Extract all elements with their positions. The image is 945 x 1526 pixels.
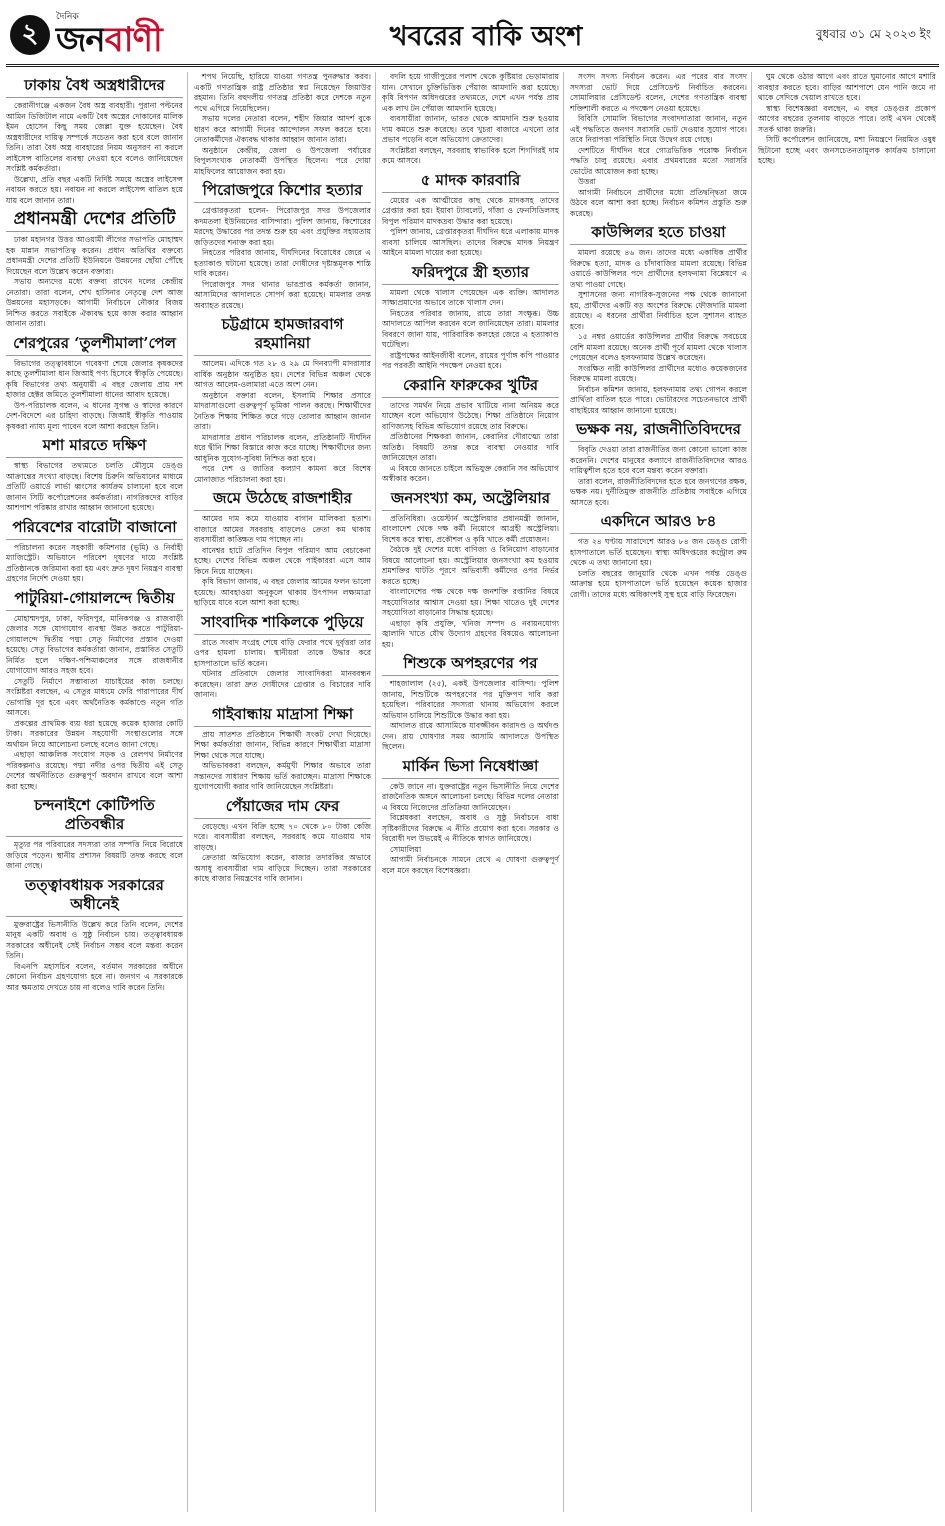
article-paragraph: অনুষ্ঠানে বক্তারা বলেন, ইসলামি শিক্ষার প্রসারে মাদরাসাগুলো গুরুত্বপূর্ণ ভূমিকা পালন করছে। শিক্ষার্থীদের নৈতিক শিক্ষায় শিক্ষিত করে গড়ে তোলার আহ্বান জানান তারা। (194, 390, 371, 431)
article-paragraph: মুক্তরাষ্ট্রের ভিসানীতি উল্লেখ করে তিনি বলেন, দেশের মানুষ একটি অবাধ ও সুষ্ঠু নির্বাচন চায়। তত্ত্বাবধায়ক সরকারের অধীনেই সেই নির্বাচন সম্ভব বলে মন্তব্য করেন তিনি। (6, 919, 183, 960)
news-article (194, 315, 371, 485)
article-paragraph: মৃত্যুর পর পরিবারের সদস্যরা তার সম্পত্তি নিয়ে বিরোধে জড়িয়ে পড়েন। স্থানীয় প্রশাসন বিষয়টি তদন্ত করছে বলে জানা গেছে। (6, 840, 183, 870)
article-headline: প্রধানমন্ত্রী দেশের প্রতিটি (6, 210, 183, 232)
article-paragraph: বিবিসি সোমালি বিভাগের সংবাদদাতারা জানান, নতুন এই পদ্ধতিতে জনগণ সরাসরি ভোট দেওয়ার সুযোগ পাবে। তবে নিরাপত্তা পরিস্থিতি নিয়ে উদ্বেগ রয়ে গেছে। (570, 114, 747, 144)
news-article (6, 518, 183, 585)
article-paragraph: ঘুম থেকে ওঠার আগে এবং রাতে ঘুমানোর আগে মশারি ব্যবহার করতে হবে। বাড়ির আশপাশে যেন পানি জমে না থাকে সেদিকে খেয়াল রাখতে হবে। (758, 72, 936, 102)
article-paragraph: স্বাস্থ্য বিশেষজ্ঞরা বলছেন, এ বছর ডেঙ্গুর প্রকোপ আগের বছরের তুলনায় বাড়তে পারে। তাই এখন থেকেই সতর্ক থাকা জরুরি। (758, 103, 936, 134)
news-article (194, 797, 371, 885)
article-headline: চন্দনাইশে কোটিপতি প্রতিবন্ধীর (6, 796, 183, 837)
article-paragraph: প্রতিষ্ঠানের শিক্ষকরা জানান, কেরানির দৌরাত্ম্যে তারা অতিষ্ঠ। বিষয়টি তদন্ত করে ব্যবস্থা নেওয়ার দাবি জানিয়েছেন তারা। (382, 432, 559, 462)
article-paragraph: সভায় দলের নেতারা বলেন, শহীদ জিয়ার আদর্শ বুকে ধারণ করে আগামী দিনের আন্দোলন সফল করতে হবে। নেতাকর্মীদের ঐক্যবদ্ধ থাকার আহ্বান জানান তারা। (194, 114, 371, 144)
news-article (382, 757, 559, 877)
article-paragraph: ঢাকা মহানগর উত্তর আওয়ামী লীগের সভাপতি মোহাম্মদ হক মান্নান সভাপতিত্ব করেন। প্রধান অতিথির বক্তব্যে প্রধানমন্ত্রী দেশের প্রতিটি ইউনিয়নে উন্নয়নের ছোঁয়া পৌঁছে দিয়েছেন বলে উল্লেখ করেন বক্তারা। (6, 235, 183, 276)
article-headline: পিরোজপুরে কিশোর হত্যার (194, 181, 371, 203)
article-paragraph: সংশ্লিষ্টরা বলছেন, সরবরাহ স্বাভাবিক হলে শিগগিরই দাম কমে আসবে। (382, 145, 559, 165)
news-article (570, 223, 747, 416)
news-article (382, 489, 559, 651)
article-paragraph: প্রকল্পের প্রাথমিক ব্যয় ধরা হয়েছে কয়েক হাজার কোটি টাকা। সরকারের উন্নয়ন সহযোগী সংস্থাগুলোর সঙ্গে অর্থায়ন নিয়ে আলোচনা চলছে বলেও জানা গেছে। (6, 718, 183, 749)
article-paragraph: তারা বলেন, রাজনীতিবিদদের হতে হবে জনগণের রক্ষক, ভক্ষক নয়। দুর্নীতিমুক্ত রাজনীতি প্রতিষ্ঠায় সবাইকে এগিয়ে আসতে হবে। (570, 476, 747, 507)
article-paragraph: ব্যবসায়ীরা জানান, ভারত থেকে আমদানি শুরু হওয়ায় দাম কমতে শুরু করেছে। তবে খুচরা বাজারে এখনো তার প্রভাব পড়েনি বলে অভিযোগ ক্রেতাদের। (382, 114, 559, 144)
news-column (194, 72, 376, 1512)
article-headline: মশা মারতে দক্ষিণ (6, 436, 183, 458)
article-paragraph: আদালত রায়ে আসামিকে যাবজ্জীবন কারাদণ্ড ও অর্থদণ্ড দেন। রায় ঘোষণার সময় আসামি আদালতে উপস্থিত ছিলেন। (382, 721, 559, 751)
article-paragraph: অনুষ্ঠানে কেন্দ্রীয়, জেলা ও উপজেলা পর্যায়ের বিপুলসংখ্যক নেতাকর্মী উপস্থিত ছিলেন। পরে দোয়া মাহফিলের আয়োজন করা হয়। (194, 145, 371, 176)
article-paragraph: চলতি বছরের জানুয়ারি থেকে এখন পর্যন্ত ডেঙ্গু আক্রান্ত হয়ে হাসপাতালে ভর্তি হয়েছেন কয়েক হাজার রোগী। তাদের মধ্যে অধিকাংশই সুস্থ হয়ে বাড়ি ফিরেছেন। (570, 568, 747, 599)
news-article (6, 589, 183, 793)
news-column (758, 72, 940, 1512)
news-article (194, 489, 371, 609)
article-headline: মার্কিন ভিসা নিষেধাজ্ঞা (382, 757, 559, 779)
article-headline: শেরপুরের ‘তুলশীমালা’পেল (6, 334, 183, 356)
article-paragraph: কেরানীগঞ্জে একজন বৈধ অস্ত্র ব্যবহারী। পুরানা পল্টনের আমিন ডিজিটাল নামে একটি বৈধ অস্ত্রের দোকানের মালিক ইমন হোসেন কিছু সময় জেল্লা যুক্ত হয়েছেন। বৈধ অস্ত্রধারীদের দায়িত্ব সম্পর্কে সচেতন করা হবে বলে জানান তিনি। তারা বৈধ অস্ত্র ব্যবহারের নিয়ম অনুসরণ না করলে লাইসেন্স বাতিলের ব্যবস্থা নেওয়া হবে বলেও জানিয়েছেন সংশ্লিষ্ট কর্মকর্তারা। (6, 101, 183, 173)
article-paragraph: মাদরাসার প্রধান পরিচালক বলেন, প্রতিষ্ঠানটি দীর্ঘদিন ধরে দ্বীনি শিক্ষা বিস্তারে কাজ করে যাচ্ছে। শিক্ষার্থীদের জন্য আধুনিক সুযোগ-সুবিধা নিশ্চিত করা হবে। (194, 432, 371, 463)
article-headline: জমে উঠেছে রাজশাহীর (194, 489, 371, 511)
article-headline: পেঁয়াজের দাম ফের (194, 797, 371, 819)
issue-date: বুধবার ৩১ মে ২০২৩ ইং (815, 27, 931, 41)
article-paragraph: শাহজালাল (২৫), একই উপজেলার বাসিন্দা। পুলিশ জানায়, শিশুটিকে অপহরণের পর মুক্তিপণ দাবি করা হয়েছিল। পরিবারের সদস্যরা থানায় অভিযোগ করলে অভিযান চালিয়ে শিশুটিকে উদ্ধার করা হয়। (382, 679, 559, 720)
article-paragraph: বদলি হয়ে গাজীপুরের পলাশ থেকে কুষ্টিয়ার ভেড়ামারায় যান। সেখানে চুক্তিভিত্তিক পেঁয়াজ আমদানি করা হয়েছে। কৃষি বিপণন অধিদপ্তরের তথ্যমতে, দেশে এখন পর্যন্ত প্রায় এক লাখ টন পেঁয়াজ আমদানি হয়েছে। (382, 72, 559, 113)
article-paragraph: মামলা রয়েছে ৪৬ জন। তাদের মধ্যে একাধিক প্রার্থীর বিরুদ্ধে হত্যা, মাদক ও চাঁদাবাজির মামলা রয়েছে। বিভিন্ন ওয়ার্ডে কাউন্সিলর পদে প্রার্থীদের হলফনামা বিশ্লেষণে এ তথ্য পাওয়া গেছে। (570, 248, 747, 289)
article-paragraph: মোহাম্মদপুর, ঢাকা, ফরিদপুর, মানিকগঞ্জ ও রাজবাড়ী জেলার সঙ্গে যোগাযোগ ব্যবস্থা উন্নত করতে পাটুরিয়া-গোয়ালন্দে দ্বিতীয় পদ্মা সেতু নির্মাণের প্রস্তাব দেওয়া হয়েছে। সেতু বিভাগের কর্মকর্তারা জানান, প্রস্তাবিত সেতুটি নির্মিত হলে দক্ষিণ-পশ্চিমাঞ্চলের সঙ্গে রাজধানীর যোগাযোগ আরও সহজ হবে। (6, 613, 183, 675)
newspaper-logo (56, 22, 162, 58)
news-article (382, 72, 559, 167)
article-paragraph: আলেম। এদিকে গত ২৮ ও ২৯ মে দিনব্যাপী মাদরাসার বার্ষিক অনুষ্ঠান অনুষ্ঠিত হয়। দেশের বিভিন্ন অঞ্চল থেকে আগত আলেম-ওলামারা এতে অংশ নেন। (194, 359, 371, 389)
article-paragraph: পুলিশ জানায়, গ্রেপ্তারকৃতরা দীর্ঘদিন ধরে এলাকায় মাদক ব্যবসা চালিয়ে আসছিল। তাদের বিরুদ্ধে মাদক নিয়ন্ত্রণ আইনে মামলা দায়ের করা হয়েছে। (382, 227, 559, 257)
article-paragraph: আগামী নির্বাচনে প্রার্থীদের মধ্যে প্রতিদ্বন্দ্বিতা জমে উঠবে বলে আশা করা হচ্ছে। নির্বাচন কমিশন প্রস্তুতি শুরু করেছে। (570, 187, 747, 218)
logo-part2: বাণী (104, 20, 162, 60)
masthead (6, 6, 939, 67)
news-article (6, 210, 183, 330)
article-headline: ঢাকায় বৈধ অস্ত্রধারীদের (6, 76, 183, 98)
article-headline: চট্টগ্রামে হামজারবাগ রহমানিয়া (194, 315, 371, 356)
news-article (6, 334, 183, 433)
news-article (382, 654, 559, 753)
article-paragraph: অভিভাবকরা বলছেন, কর্মমুখী শিক্ষার অভাবে তারা সন্তানদের সাধারণ শিক্ষায় ভর্তি করাচ্ছেন। মাদ্রাসা শিক্ষাকে যুগোপযোগী করার দাবি জানিয়েছেন সংশ্লিষ্টরা। (194, 761, 371, 791)
article-paragraph: সভায় অন্যদের মধ্যে বক্তব্য রাখেন দলের কেন্দ্রীয় নেতারা। তারা বলেন, শেখ হাসিনার নেতৃত্বে দেশ আজ উন্নয়নের মহাসড়কে। আগামী নির্বাচনে নৌকার বিজয় নিশ্চিত করতে সবাইকে ঐক্যবদ্ধ হয়ে কাজ করার আহ্বান জানান তারা। (6, 277, 183, 328)
news-column (382, 72, 564, 1512)
article-paragraph: পরে দেশ ও জাতির কল্যাণ কামনা করে বিশেষ মোনাজাত পরিচালনা করা হয়। (194, 464, 371, 484)
columns-container (6, 72, 939, 1512)
article-headline: পরিবেশের বারোটা বাজানো (6, 518, 183, 540)
news-article (758, 72, 936, 167)
article-paragraph: তাদের সমর্থন নিয়ে প্রভাব খাটিয়ে নানা অনিয়ম করে যাচ্ছেন বলে অভিযোগ উঠেছে। শিক্ষা প্রতিষ্ঠানে নিয়োগ বাণিজ্যসহ বিভিন্ন অভিযোগ রয়েছে তার বিরুদ্ধে। (382, 400, 559, 431)
article-paragraph: এছাড়া আঞ্চলিক সংযোগ সড়ক ও রেলপথ নির্মাণের পরিকল্পনাও রয়েছে। পদ্মা নদীর ওপর দ্বিতীয় এই সেতু দেশের অর্থনীতিতে গুরুত্বপূর্ণ অবদান রাখবে বলে আশা করা হচ্ছে। (6, 750, 183, 791)
article-paragraph: সোমালিয়া (390, 844, 422, 854)
news-article (6, 796, 183, 872)
news-article (194, 705, 371, 793)
news-article (194, 181, 371, 311)
article-headline: ভক্ষক নয়, রাজনীতিবিদদের (570, 420, 747, 442)
article-paragraph: মেয়ের এক আত্মীয়ের কাছ থেকে মাদকসহ তাদের গ্রেপ্তার করা হয়। ইয়াবা ট্যাবলেট, গাঁজা ও ফেনসিডিলসহ বিপুল পরিমাণ মাদকদ্রব্য উদ্ধার করা হয়েছে। (382, 195, 559, 226)
news-article (6, 76, 183, 206)
article-paragraph: গত ২৪ ঘণ্টায় সারাদেশে আরও ৮৪ জন ডেঙ্গু রোগী হাসপাতালে ভর্তি হয়েছেন। স্বাস্থ্য অধিদপ্তরের কন্ট্রোল রুম থেকে এ তথ্য জানানো হয়। (570, 537, 747, 567)
article-paragraph: রাতে সংবাদ সংগ্রহ শেষে বাড়ি ফেরার পথে দুর্বৃত্তরা তার ওপর হামলা চালায়। স্থানীয়রা তাকে উদ্ধার করে হাসপাতালে ভর্তি করেন। (194, 637, 371, 668)
article-paragraph: কৃষি বিভাগ জানায়, এ বছর জেলায় আমের ফলন ভালো হয়েছে। আবহাওয়া অনুকূলে থাকায় উৎপাদন লক্ষ্যমাত্রা ছাড়িয়ে যাবে বলে আশা করা হচ্ছে। (194, 577, 371, 607)
article-paragraph: বিভাগের তত্ত্বাবধানে গবেষণা শেষে জেলার কৃষকদের কাছে তুলশীমালা ধান জিআই পণ্য হিসেবে স্বীকৃতি পেয়েছে। কৃষি বিভাগের তথ্য অনুযায়ী এ বছর জেলায় প্রায় দশ হাজার হেক্টর জমিতে তুলশীমালা ধানের আবাদ হয়েছে। (6, 358, 183, 399)
article-paragraph: কেউ জানে না। যুক্তরাষ্ট্রের নতুন ভিসানীতি নিয়ে দেশের রাজনৈতিক অঙ্গনে আলোচনা চলছে। বিভিন্ন দলের নেতারা এ বিষয়ে নিজেদের প্রতিক্রিয়া জানিয়েছেন। (382, 781, 559, 812)
article-paragraph: আগামী নির্বাচনকে সামনে রেখে এ ঘোষণা গুরুত্বপূর্ণ বলে মনে করছেন বিশেষজ্ঞরা। (382, 855, 559, 875)
news-column (570, 72, 752, 1512)
article-paragraph: এ বিষয়ে জানতে চাইলে অভিযুক্ত কেরানি সব অভিযোগ অস্বীকার করেন। (382, 463, 559, 483)
article-paragraph: শপথ নিয়েছি, হারিয়ে যাওয়া গণতন্ত্র পুনরুদ্ধার করব। একটি গণতান্ত্রিক রাষ্ট্র প্রতিষ্ঠার স্বপ্ন নিয়েছেন জিয়াউর রহমান। তিনি বহুদলীয় গণতন্ত্র প্রতিষ্ঠা করে দেশকে নতুন পথে এগিয়ে নিয়েছিলেন। (194, 72, 371, 113)
news-article (570, 72, 747, 219)
article-paragraph: পিরোজপুর সদর থানার ভারপ্রাপ্ত কর্মকর্তা জানান, আসামিদের আদালতে সোপর্দ করা হয়েছে। মামলার তদন্ত অব্যাহত রয়েছে। (194, 279, 371, 310)
article-paragraph: সেতুটি নির্মাণে সম্ভাব্যতা যাচাইয়ের কাজ চলছে। সংশ্লিষ্টরা বলছেন, এ সেতুর মাধ্যমে ফেরি পারাপারের দীর্ঘ ভোগান্তি দূর হবে এবং অর্থনৈতিক কর্মকাণ্ডে নতুন গতি আসবে। (6, 676, 183, 717)
news-column (6, 72, 188, 1512)
article-headline: পাটুরিয়া-গোয়ালন্দে দ্বিতীয় (6, 589, 183, 611)
section-title: খবরের বাকি অংশ (389, 21, 583, 52)
article-paragraph: বানেশ্বর হাটে প্রতিদিন বিপুল পরিমাণ আম বেচাকেনা হচ্ছে। দেশের বিভিন্ন অঞ্চল থেকে পাইকাররা এসে আম কিনে নিয়ে যাচ্ছেন। (194, 545, 371, 576)
article-paragraph: প্রতিনিধিরা। ওয়েস্টার্ন অস্ট্রেলিয়ার প্রধানমন্ত্রী জানান, বাংলাদেশ থেকে দক্ষ কর্মী নিয়োগে আগ্রহী অস্ট্রেলিয়া। বিশেষ করে স্বাস্থ্য, প্রকৌশল ও কৃষি খাতে কর্মী প্রয়োজন। (382, 513, 559, 544)
news-article (382, 376, 559, 485)
logo-part1: জন (56, 20, 105, 60)
article-headline: ফরিদপুরে স্ত্রী হত্যার (382, 263, 559, 285)
article-headline: গাইবান্ধায় মাদ্রাসা শিক্ষা (194, 705, 371, 727)
article-paragraph: বৈঠকে দুই দেশের মধ্যে বাণিজ্য ও বিনিয়োগ বাড়ানোর বিষয়ে আলোচনা হয়। অস্ট্রেলিয়ার জনসংখ্যা কম হওয়ায় শ্রমশক্তির ঘাটতি পূরণে অভিবাসী কর্মীদের ওপর নির্ভর করতে হচ্ছে। (382, 545, 559, 586)
news-article (382, 263, 559, 372)
article-paragraph: রাষ্ট্রপক্ষের আইনজীবী বলেন, রায়ের পূর্ণাঙ্গ কপি পাওয়ার পর পরবর্তী আইনি পদক্ষেপ নেওয়া হবে। (382, 350, 559, 370)
article-paragraph: গ্রেপ্তারকৃতরা হলেন- পিরোজপুর সদর উপজেলার কদমতলা ইউনিয়নের বাসিন্দারা। পুলিশ জানায়, কিশোরের মরদেহ উদ্ধারের পর তদন্ত শুরু হয় এবং প্রযুক্তির সহায়তায় জড়িতদের শনাক্ত করা হয়। (194, 206, 371, 247)
news-article (382, 171, 559, 259)
news-article (194, 72, 371, 177)
article-paragraph: প্রায় সাতশত প্রতিষ্ঠানে শিক্ষার্থী সংকট দেখা দিয়েছে। শিক্ষা কর্মকর্তারা জানান, বিভিন্ন কারণে শিক্ষার্থীরা মাদ্রাসা শিক্ষা থেকে সরে যাচ্ছে। (194, 729, 371, 760)
article-paragraph: ১৫ নম্বর ওয়ার্ডের কাউন্সিলর প্রার্থীর বিরুদ্ধে সবচেয়ে বেশি মামলা রয়েছে। অনেক প্রার্থী পূর্বে মামলা থেকে খালাস পেয়েছেন বলেও হলফনামায় উল্লেখ করেছেন। (570, 332, 747, 362)
news-article (6, 436, 183, 514)
article-paragraph: মামলা থেকে খালাস পেয়েছেন এক ব্যক্তি। আদালত সাক্ষ্যপ্রমাণের অভাবে তাকে খালাস দেন। (382, 287, 559, 307)
article-paragraph: বাংলাদেশের পক্ষ থেকে দক্ষ জনশক্তি রপ্তানির বিষয়ে সহযোগিতার আশ্বাস দেওয়া হয়। শিক্ষা খাতেও দুই দেশের সহযোগিতা বাড়ানোর সিদ্ধান্ত হয়েছে। (382, 587, 559, 617)
article-paragraph: নিহতের পরিবার জানায়, রায়ে তারা সংক্ষুব্ধ। উচ্চ আদালতে আপিল করবেন বলে জানিয়েছেন তারা। মামলার বিবরণে জানা যায়, পারিবারিক কলহের জেরে এ হত্যাকাণ্ড ঘটেছিল। (382, 308, 559, 349)
article-paragraph: দেশটিতে দীর্ঘদিন ধরে গোত্রভিত্তিক পরোক্ষ নির্বাচন পদ্ধতি চালু রয়েছে। এবার প্রথমবারের মতো সরাসরি ভোটের আয়োজন করা হচ্ছে। (570, 145, 747, 176)
article-paragraph: বিএনপি মহাসচিব বলেন, বর্তমান সরকারের অধীনে কোনো নির্বাচন গ্রহণযোগ্য হবে না। জনগণ এ সরকারকে আর ক্ষমতায় দেখতে চায় না বলেও দাবি করেন তিনি। (6, 961, 183, 992)
article-paragraph: নিহতের পরিবার জানায়, দীর্ঘদিনের বিরোধের জেরে এ হত্যাকাণ্ড ঘটানো হয়েছে। তারা দোষীদের দৃষ্টান্তমূলক শাস্তি দাবি করেন। (194, 248, 371, 278)
article-paragraph: পরিচালনা করেন সহকারী কমিশনার (ভূমি) ও নির্বাহী ম্যাজিস্ট্রেট। অভিযানে পরিবেশ দূষণের দায়ে সংশ্লিষ্ট প্রতিষ্ঠানকে জরিমানা করা হয় এবং দ্রুত দূষণ নিয়ন্ত্রণ ব্যবস্থা গ্রহণের নির্দেশ দেওয়া হয়। (6, 542, 183, 583)
article-headline: কেরানি ফারুকের খুটির (382, 376, 559, 398)
article-headline: ৫ মাদক কারবারি (382, 171, 559, 193)
article-paragraph: বিবৃতি দেওয়া তারা রাজনীতির জন্য কোনো ভালো কাজ করেননি। দেশের মানুষের কল্যাণে রাজনীতিবিদদের আরও দায়িত্বশীল হতে হবে বলে মন্তব্য করেন বক্তারা। (570, 445, 747, 475)
article-paragraph: সিটি কর্পোরেশন জানিয়েছে, মশা নিয়ন্ত্রণে নিয়মিত ওষুধ ছিটানো হচ্ছে এবং জনসচেতনতামূলক কার্যক্রম চালানো হচ্ছে। (758, 135, 936, 165)
news-article (570, 512, 747, 600)
article-paragraph: উপ-পরিচালক বলেন, এ ধানের সুগন্ধ ও স্বাদের কারণে দেশ-বিদেশে এর চাহিদা বাড়ছে। জিআই স্বীকৃতি পাওয়ায় কৃষকরা ন্যায্য মূল্য পাবেন বলে আশা করছেন তিনি। (6, 400, 183, 431)
article-paragraph: বিশ্লেষকরা বলছেন, অবাধ ও সুষ্ঠু নির্বাচনে বাধা সৃষ্টিকারীদের বিরুদ্ধে এ নীতি প্রয়োগ করা হবে। সরকার ও বিরোধী দল উভয়েই এ নীতিকে স্বাগত জানিয়েছে। (382, 813, 559, 843)
article-paragraph: সংসদ সদস্য নির্বাচন করেন। এর পরের বার সংসদ সদস্যরা ভোট দিয়ে প্রেসিডেন্ট নির্বাচিত করবেন। সোমালিয়ার প্রেসিডেন্ট বলেন, দেশের গণতান্ত্রিক ব্যবস্থা শক্তিশালী করতে এ পদক্ষেপ নেওয়া হয়েছে। (570, 72, 747, 113)
news-article (570, 420, 747, 508)
article-headline: সাংবাদিক শাকিলকে পুড়িয়ে (194, 613, 371, 635)
article-paragraph: বেড়েছে। এখন বিক্রি হচ্ছে ৭০ থেকে ৮০ টাকা কেজি দরে। ব্যবসায়ীরা বলছেন, সরবরাহ কমে যাওয়ায় দাম বাড়ছে। (194, 821, 371, 852)
article-paragraph: উত্তরা (578, 177, 596, 186)
article-paragraph: উল্লেখ্য, প্রতি বছর একটি নির্দিষ্ট সময়ে অস্ত্রের লাইসেন্স নবায়ন করতে হয়। নবায়ন না করলে লাইসেন্স বাতিল হয়ে যায় বলে জানান তারা। (6, 174, 183, 205)
news-article (194, 613, 371, 701)
article-paragraph: আমের দাম কমে যাওয়ায় বাগান মালিকরা হতাশ। বাজারে আমের সরবরাহ বাড়লেও ক্রেতা কম থাকায় ব্যবসায়ীরা কাঙ্ক্ষিত দাম পাচ্ছেন না। (194, 514, 371, 544)
article-paragraph: সংরক্ষিত নারী কাউন্সিলর প্রার্থীদের মধ্যেও কয়েকজনের বিরুদ্ধে মামলা রয়েছে। (570, 363, 747, 383)
daily-label: দৈনিক (56, 12, 79, 22)
article-paragraph: নির্বাচন কমিশন জানায়, হলফনামায় তথ্য গোপন করলে প্রার্থিতা বাতিল হতে পারে। ভোটারদের সচেতনভাবে প্রার্থী বাছাইয়ের আহ্বান জানানো হয়েছে। (570, 384, 747, 415)
article-headline: জনসংখ্যা কম, অস্ট্রেলিয়ার (382, 489, 559, 511)
news-article (6, 876, 183, 994)
article-paragraph: ঘটনার প্রতিবাদে জেলার সাংবাদিকরা মানববন্ধন করেছেন। তারা দ্রুত দোষীদের গ্রেপ্তার ও বিচারের দাবি জানান। (194, 669, 371, 699)
article-paragraph: এছাড়া কৃষি প্রযুক্তি, খনিজ সম্পদ ও নবায়নযোগ্য জ্বালানি খাতে যৌথ উদ্যোগ গ্রহণের বিষয়েও আলোচনা হয়। (382, 618, 559, 649)
article-paragraph: স্বাস্থ্য বিভাগের তথ্যমতে চলতি মৌসুমে ডেঙ্গু আক্রান্তের সংখ্যা বাড়ছে। বিশেষ চিরুনি অভিযানের মাধ্যমে প্রতিটি ওয়ার্ডে লার্ভা ধ্বংসের কার্যক্রম চালানো হবে বলে জানান সিটি কর্পোরেশনের কর্মকর্তারা। নাগরিকদের বাড়ির আশপাশ পরিষ্কার রাখার আহ্বান জানানো হয়েছে। (6, 461, 183, 512)
article-headline: কাউন্সিলর হতে চাওয়া (570, 223, 747, 245)
article-paragraph: সুশাসনের জন্য নাগরিক-সুজনের পক্ষ থেকে জানানো হয়, প্রার্থীদের একটি বড় অংশের বিরুদ্ধে ফৌজদারি মামলা রয়েছে। এ ধরনের প্রার্থীরা নির্বাচিত হলে সুশাসন ব্যাহত হবে। (570, 290, 747, 331)
article-headline: একদিনে আরও ৮৪ (570, 512, 747, 534)
newspaper-brand (56, 12, 162, 58)
page-number: ২ (10, 15, 50, 55)
article-headline: তত্ত্বাবধায়ক সরকারের অধীনেই (6, 876, 183, 917)
article-headline: শিশুকে অপহরণের পর (382, 654, 559, 676)
article-paragraph: ক্রেতারা অভিযোগ করেন, বাজার তদারকির অভাবে অসাধু ব্যবসায়ীরা দাম বাড়িয়ে দিচ্ছেন। তারা সরকারের কাছে বাজার নিয়ন্ত্রণের দাবি জানান। (194, 853, 371, 883)
